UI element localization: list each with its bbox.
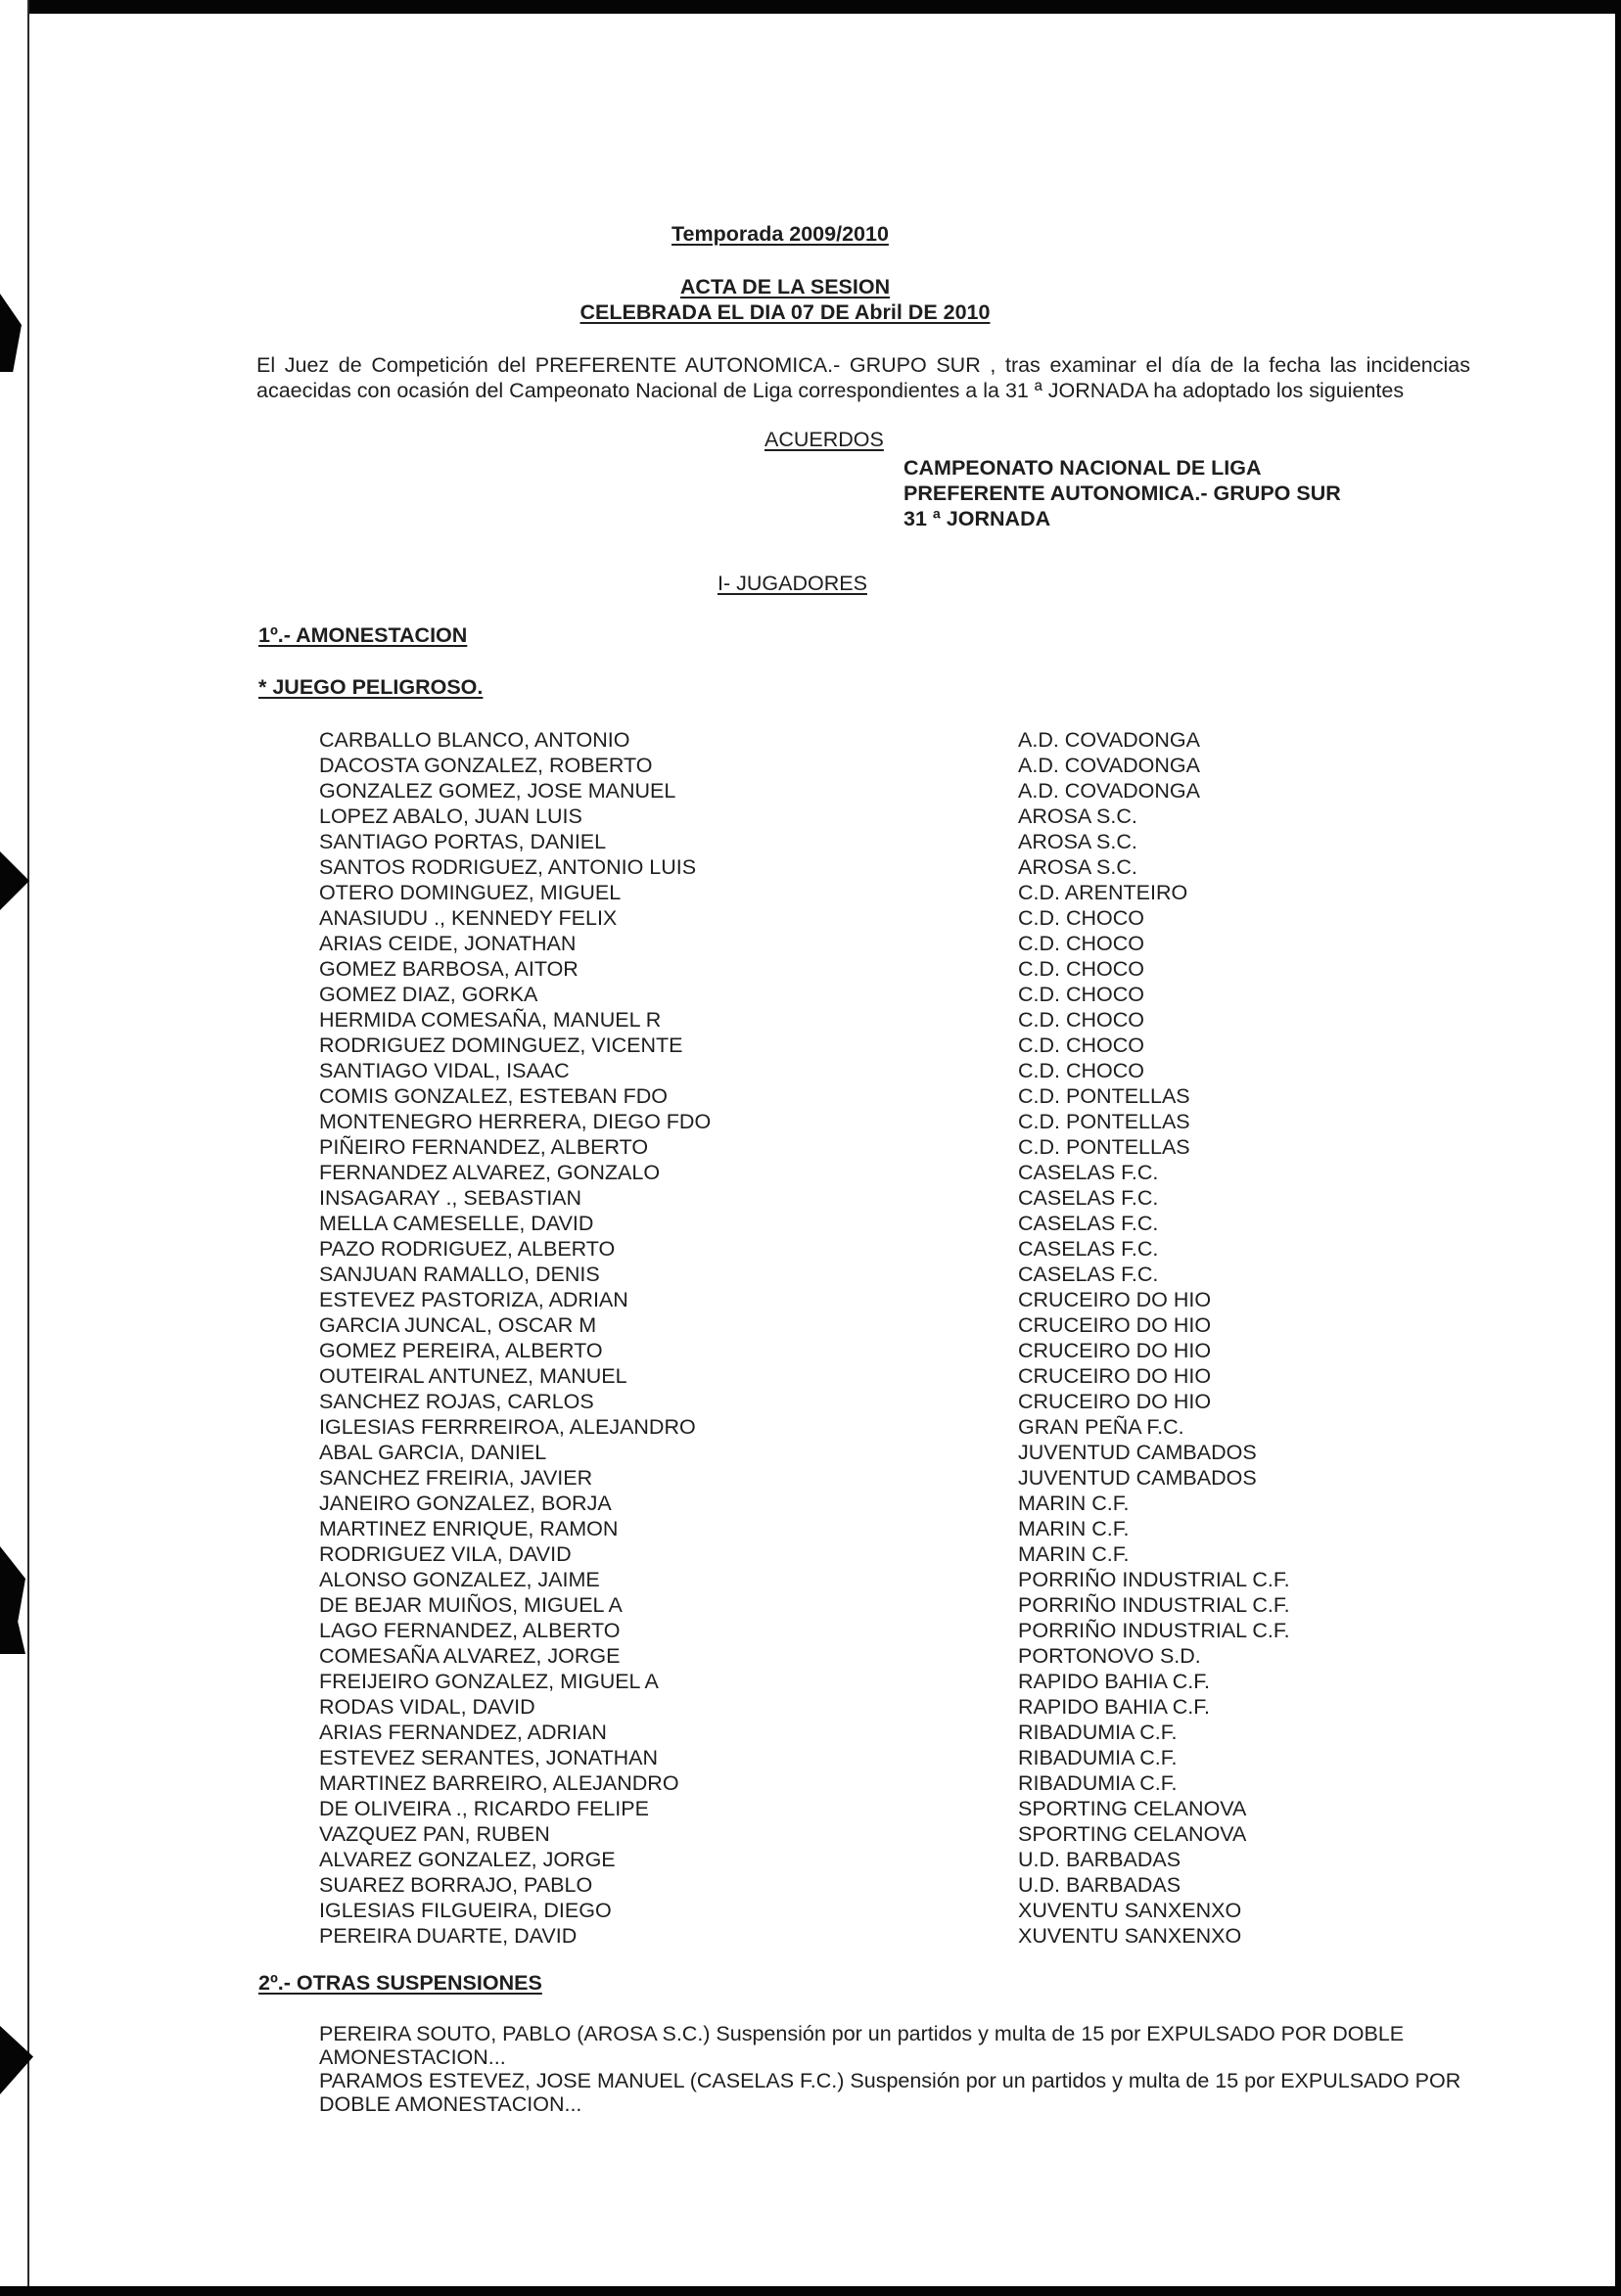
- player-club: CASELAS F.C.: [1018, 1263, 1159, 1286]
- player-name: HERMIDA COMESAÑA, MANUEL R: [319, 1008, 662, 1032]
- player-row: [0, 727, 1621, 753]
- player-name: COMIS GONZALEZ, ESTEBAN FDO: [319, 1084, 668, 1108]
- player-name: GARCIA JUNCAL, OSCAR M: [319, 1313, 597, 1337]
- player-row: [0, 982, 1621, 1007]
- player-name: MONTENEGRO HERRERA, DIEGO FDO: [319, 1110, 712, 1133]
- competition-line-2: PREFERENTE AUTONOMICA.- GRUPO SUR: [903, 482, 1341, 505]
- juego-peligroso-heading: * JUEGO PELIGROSO.: [258, 675, 484, 699]
- player-name: VAZQUEZ PAN, RUBEN: [319, 1822, 550, 1846]
- player-row: [0, 1898, 1621, 1923]
- acta-line-2: CELEBRADA EL DIA 07 DE Abril DE 2010: [579, 300, 991, 324]
- player-name: OUTEIRAL ANTUNEZ, MANUEL: [319, 1364, 627, 1388]
- player-row: [0, 1720, 1621, 1745]
- player-row: [0, 1491, 1621, 1516]
- player-row: [0, 1058, 1621, 1083]
- player-row: [0, 1745, 1621, 1770]
- player-row: [0, 829, 1621, 854]
- player-club: A.D. COVADONGA: [1018, 779, 1200, 803]
- player-club: PORRIÑO INDUSTRIAL C.F.: [1018, 1619, 1290, 1642]
- player-row: [0, 1007, 1621, 1033]
- player-name: MARTINEZ ENRIQUE, RAMON: [319, 1517, 619, 1540]
- player-club: SPORTING CELANOVA: [1018, 1822, 1247, 1846]
- player-name: ANASIUDU ., KENNEDY FELIX: [319, 906, 618, 930]
- player-club: C.D. CHOCO: [1018, 957, 1144, 981]
- player-row: [0, 1770, 1621, 1796]
- suspensiones-heading: 2º.- OTRAS SUSPENSIONES: [258, 1971, 542, 1995]
- player-name: SANTOS RODRIGUEZ, ANTONIO LUIS: [319, 855, 697, 879]
- player-club: U.D. BARBADAS: [1018, 1848, 1181, 1871]
- player-club: XUVENTU SANXENXO: [1018, 1924, 1242, 1948]
- player-club: RIBADUMIA C.F.: [1018, 1746, 1178, 1769]
- player-row: [0, 931, 1621, 956]
- player-club: C.D. CHOCO: [1018, 1033, 1144, 1057]
- suspensiones-list: [319, 2022, 1474, 2116]
- player-club: CRUCEIRO DO HIO: [1018, 1339, 1212, 1362]
- player-club: C.D. CHOCO: [1018, 1008, 1144, 1032]
- player-name: OTERO DOMINGUEZ, MIGUEL: [319, 881, 622, 904]
- player-row: [0, 1567, 1621, 1592]
- player-name: IGLESIAS FILGUEIRA, DIEGO: [319, 1899, 612, 1922]
- player-row: [0, 1796, 1621, 1821]
- player-name: DE BEJAR MUIÑOS, MIGUEL A: [319, 1593, 623, 1617]
- player-row: [0, 1669, 1621, 1694]
- player-name: GOMEZ DIAZ, GORKA: [319, 983, 538, 1006]
- suspension-item: PARAMOS ESTEVEZ, JOSE MANUEL (CASELAS F.C.) Suspensión por un partidos y multa de 15 por EXPULSADO POR DOBLE AMONESTACION...: [319, 2069, 1461, 2116]
- player-name: RODRIGUEZ VILA, DAVID: [319, 1542, 572, 1566]
- player-name: IGLESIAS FERRREIROA, ALEJANDRO: [319, 1415, 696, 1439]
- player-name: SUAREZ BORRAJO, PABLO: [319, 1873, 593, 1897]
- player-row: [0, 880, 1621, 905]
- player-row: [0, 1872, 1621, 1898]
- player-name: LOPEZ ABALO, JUAN LUIS: [319, 804, 582, 828]
- player-name: PIÑEIRO FERNANDEZ, ALBERTO: [319, 1135, 649, 1159]
- player-row: [0, 804, 1621, 829]
- player-club: PORRIÑO INDUSTRIAL C.F.: [1018, 1568, 1290, 1591]
- player-row: [0, 1440, 1621, 1465]
- player-row: [0, 1083, 1621, 1109]
- player-row: [0, 1312, 1621, 1338]
- player-club: RIBADUMIA C.F.: [1018, 1721, 1178, 1744]
- player-club: C.D. PONTELLAS: [1018, 1084, 1190, 1108]
- scan-border-bottom: [0, 2286, 1621, 2296]
- player-club: PORRIÑO INDUSTRIAL C.F.: [1018, 1593, 1290, 1617]
- player-name: GONZALEZ GOMEZ, JOSE MANUEL: [319, 779, 676, 803]
- player-club: C.D. PONTELLAS: [1018, 1135, 1190, 1159]
- player-club: CASELAS F.C.: [1018, 1237, 1159, 1261]
- player-row: [0, 1236, 1621, 1262]
- player-club: C.D. CHOCO: [1018, 1059, 1144, 1082]
- player-row: [0, 1287, 1621, 1312]
- player-row: [0, 778, 1621, 804]
- player-row: [0, 1643, 1621, 1669]
- acta-heading: [0, 274, 1596, 325]
- player-row: [0, 1338, 1621, 1363]
- player-club: A.D. COVADONGA: [1018, 754, 1200, 777]
- player-row: [0, 1185, 1621, 1211]
- player-name: FREIJEIRO GONZALEZ, MIGUEL A: [319, 1670, 659, 1693]
- player-row: [0, 1618, 1621, 1643]
- player-row: [0, 854, 1621, 880]
- player-row: [0, 1465, 1621, 1491]
- player-name: DACOSTA GONZALEZ, ROBERTO: [319, 754, 653, 777]
- player-row: [0, 1389, 1621, 1414]
- player-club: AROSA S.C.: [1018, 855, 1137, 879]
- player-club: GRAN PEÑA F.C.: [1018, 1415, 1184, 1439]
- player-row: [0, 1694, 1621, 1720]
- player-row: [0, 1821, 1621, 1847]
- player-club: C.D. ARENTEIRO: [1018, 881, 1188, 904]
- player-club: CASELAS F.C.: [1018, 1212, 1159, 1235]
- player-row: [0, 1414, 1621, 1440]
- player-name: SANTIAGO PORTAS, DANIEL: [319, 830, 607, 853]
- player-club: CASELAS F.C.: [1018, 1186, 1159, 1210]
- player-name: ARIAS FERNANDEZ, ADRIAN: [319, 1721, 607, 1744]
- player-club: JUVENTUD CAMBADOS: [1018, 1466, 1257, 1490]
- player-name: RODRIGUEZ DOMINGUEZ, VICENTE: [319, 1033, 683, 1057]
- player-name: GOMEZ BARBOSA, AITOR: [319, 957, 579, 981]
- player-club: C.D. CHOCO: [1018, 983, 1144, 1006]
- player-club: C.D. CHOCO: [1018, 906, 1144, 930]
- player-club: AROSA S.C.: [1018, 830, 1137, 853]
- player-club: SPORTING CELANOVA: [1018, 1797, 1247, 1820]
- player-row: [0, 1592, 1621, 1618]
- player-club: RIBADUMIA C.F.: [1018, 1771, 1178, 1795]
- player-name: ARIAS CEIDE, JONATHAN: [319, 932, 577, 955]
- player-club: CRUCEIRO DO HIO: [1018, 1288, 1212, 1311]
- player-club: RAPIDO BAHIA C.F.: [1018, 1670, 1210, 1693]
- player-club: U.D. BARBADAS: [1018, 1873, 1181, 1897]
- player-name: ABAL GARCIA, DANIEL: [319, 1441, 547, 1464]
- player-name: SANTIAGO VIDAL, ISAAC: [319, 1059, 570, 1082]
- player-club: CRUCEIRO DO HIO: [1018, 1390, 1212, 1413]
- player-name: PAZO RODRIGUEZ, ALBERTO: [319, 1237, 616, 1261]
- player-name: SANCHEZ ROJAS, CARLOS: [319, 1390, 594, 1413]
- amonestacion-heading: 1º.- AMONESTACION: [258, 623, 468, 647]
- player-name: INSAGARAY ., SEBASTIAN: [319, 1186, 582, 1210]
- player-row: [0, 1541, 1621, 1567]
- player-row: [0, 905, 1621, 931]
- player-row: [0, 1847, 1621, 1872]
- player-name: SANJUAN RAMALLO, DENIS: [319, 1263, 600, 1286]
- player-row: [0, 1363, 1621, 1389]
- acta-line-1: ACTA DE LA SESION: [679, 275, 891, 298]
- player-name: ALVAREZ GONZALEZ, JORGE: [319, 1848, 616, 1871]
- player-club: MARIN C.F.: [1018, 1517, 1130, 1540]
- player-name: DE OLIVEIRA ., RICARDO FELIPE: [319, 1797, 649, 1820]
- player-name: MELLA CAMESELLE, DAVID: [319, 1212, 594, 1235]
- player-name: GOMEZ PEREIRA, ALBERTO: [319, 1339, 603, 1362]
- player-row: [0, 1262, 1621, 1287]
- player-club: PORTONOVO S.D.: [1018, 1644, 1201, 1668]
- player-row: [0, 753, 1621, 778]
- player-name: ESTEVEZ SERANTES, JONATHAN: [319, 1746, 659, 1769]
- player-row: [0, 1211, 1621, 1236]
- player-club: A.D. COVADONGA: [1018, 728, 1200, 752]
- player-club: C.D. PONTELLAS: [1018, 1110, 1190, 1133]
- player-club: C.D. CHOCO: [1018, 932, 1144, 955]
- player-club: RAPIDO BAHIA C.F.: [1018, 1695, 1210, 1719]
- player-name: MARTINEZ BARREIRO, ALEJANDRO: [319, 1771, 679, 1795]
- player-name: COMESAÑA ALVAREZ, JORGE: [319, 1644, 621, 1668]
- player-name: ALONSO GONZALEZ, JAIME: [319, 1568, 600, 1591]
- season-title: Temporada 2009/2010: [672, 222, 889, 246]
- player-club: CRUCEIRO DO HIO: [1018, 1313, 1212, 1337]
- player-club: MARIN C.F.: [1018, 1492, 1130, 1515]
- player-row: [0, 1923, 1621, 1949]
- player-name: SANCHEZ FREIRIA, JAVIER: [319, 1466, 593, 1490]
- acuerdos-heading: ACUERDOS: [764, 428, 884, 451]
- player-club: AROSA S.C.: [1018, 804, 1137, 828]
- competition-line-1: CAMPEONATO NACIONAL DE LIGA: [903, 456, 1262, 480]
- player-name: FERNANDEZ ALVAREZ, GONZALO: [319, 1161, 661, 1184]
- scan-border-top: [0, 0, 1621, 14]
- player-name: PEREIRA DUARTE, DAVID: [319, 1924, 578, 1948]
- suspension-item: PEREIRA SOUTO, PABLO (AROSA S.C.) Suspensión por un partidos y multa de 15 por EXPULSADO POR DOBLE AMONESTACION...: [319, 2022, 1405, 2069]
- player-row: [0, 1160, 1621, 1185]
- section-players-heading: I- JUGADORES: [718, 572, 867, 595]
- intro-paragraph: El Juez de Competición del PREFERENTE AUTONOMICA.- GRUPO SUR , tras examinar el día de la fecha las incidencias acaecidas con ocasión del Campeonato Nacional de Liga correspondientes a la 31 ª JORNADA ha adoptado los siguientes: [256, 353, 1470, 402]
- player-row: [0, 1033, 1621, 1058]
- player-club: JUVENTUD CAMBADOS: [1018, 1441, 1257, 1464]
- player-list: [0, 727, 1621, 1949]
- player-name: RODAS VIDAL, DAVID: [319, 1695, 535, 1719]
- player-row: [0, 1516, 1621, 1541]
- player-club: CASELAS F.C.: [1018, 1161, 1159, 1184]
- player-club: XUVENTU SANXENXO: [1018, 1899, 1242, 1922]
- player-name: CARBALLO BLANCO, ANTONIO: [319, 728, 630, 752]
- player-club: MARIN C.F.: [1018, 1542, 1130, 1566]
- player-row: [0, 1109, 1621, 1134]
- player-name: ESTEVEZ PASTORIZA, ADRIAN: [319, 1288, 628, 1311]
- player-name: LAGO FERNANDEZ, ALBERTO: [319, 1619, 621, 1642]
- player-row: [0, 1134, 1621, 1160]
- player-club: CRUCEIRO DO HIO: [1018, 1364, 1212, 1388]
- player-name: JANEIRO GONZALEZ, BORJA: [319, 1492, 612, 1515]
- competition-line-3: 31 ª JORNADA: [903, 507, 1051, 530]
- player-row: [0, 956, 1621, 982]
